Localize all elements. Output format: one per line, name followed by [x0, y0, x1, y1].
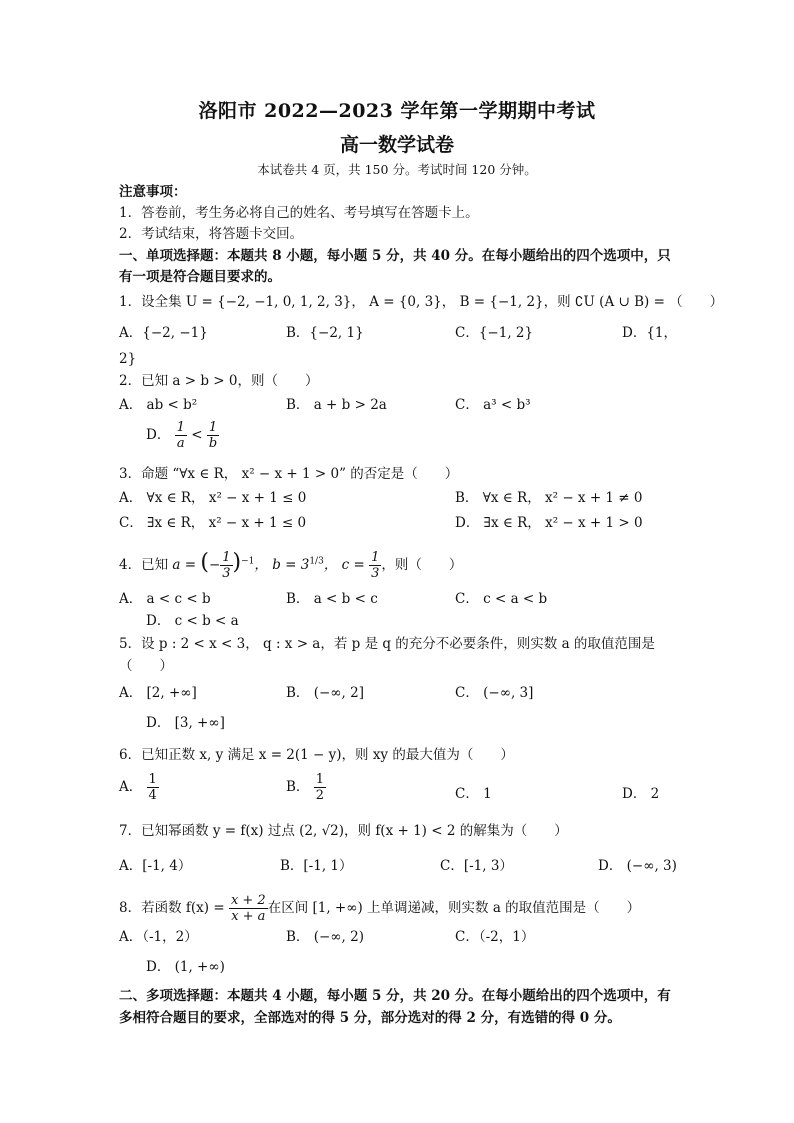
q8-stem-post: 在区间 [1, +∞) 上单调递减，则实数 a 的取值范围是（ ） [267, 900, 641, 916]
q5-stem-cont: （ ） [119, 658, 173, 674]
page-title: 洛阳市 2022—2023 学年第一学期期中考试 [198, 100, 596, 122]
section1-heading-line1: 一、单项选择题：本题共 8 小题，每小题 5 分，共 40 分。在每小题给出的四个选项中，只 [119, 248, 671, 264]
q8-option-b: B． (−∞, 2) [286, 929, 364, 945]
q2-option-a: A． ab < b² [119, 397, 198, 413]
q6-stem: 6．已知正数 x, y 满足 x = 2(1 − y)，则 xy 的最大值为（ ） [119, 747, 514, 763]
q8-option-c: C．（-2，1） [455, 929, 535, 945]
q5-option-d: D． [3, +∞] [146, 715, 225, 731]
q4-option-d: D． c < b < a [146, 613, 239, 629]
q2-option-d: D． $\frac{1}{a}$ < $\frac{1}{b}$ [146, 420, 218, 451]
q1-option-b: B．{−2, 1} [286, 325, 364, 341]
q1-stem: 1．设全集 U = {−2, −1, 0, 1, 2, 3}， A = {0, 3}， B = {−1, 2}，则 ∁U (A ∪ B) = （ ） [119, 294, 724, 310]
q3-option-b: B． ∀x ∈ R， x² − x + 1 ≠ 0 [455, 490, 643, 506]
section2-heading-line1: 二、多项选择题：本题共 4 小题，每小题 5 分，共 20 分。在每小题给出的四个选项中，有 [119, 988, 671, 1004]
q1-option-c: C．{−1, 2} [455, 325, 534, 341]
q4-stem-post: ，则（ ） [381, 557, 463, 573]
q4-option-c: C． c < a < b [455, 591, 548, 607]
q6-option-d: D． 2 [622, 786, 660, 802]
fraction-1-over-a: $\frac{1}{a}$ [176, 420, 185, 451]
q4-stem: 4．已知 a = (− $\frac{1}{3}$ )$^{-1}$， $b = 3^{1/3}$， c = $\frac{1}{3}$ ，则（ ） [119, 550, 463, 581]
q6-option-a-label: A． [119, 779, 143, 795]
q4-stem-pre: 4．已知 [119, 557, 169, 573]
q6-option-b: B． $\frac{1}{2}$ [286, 772, 324, 803]
q1-option-a: A．{−2, −1} [119, 325, 208, 341]
section1-heading-line2: 有一项是符合题目要求的。 [119, 269, 281, 285]
q2-option-b: B． a + b > 2a [286, 397, 387, 413]
notice-item-1: 1．答卷前，考生务必将自己的姓名、考号填写在答题卡上。 [119, 205, 479, 221]
q8-option-a: A．（-1，2） [119, 929, 198, 945]
q4-option-b: B． a < b < c [286, 591, 378, 607]
q5-option-c: C． (−∞, 3] [455, 685, 534, 701]
q6-option-a: A． $\frac{1}{4}$ [119, 772, 157, 803]
q8-option-d: D． (1, +∞) [146, 959, 225, 975]
q8-stem [119, 893, 640, 924]
fraction-1-over-b: $\frac{1}{b}$ [208, 420, 218, 451]
q2-stem: 2．已知 a > b > 0，则（ ） [119, 373, 319, 389]
page-subtitle: 高一数学试卷 [339, 134, 454, 156]
q3-option-d: D． ∃x ∈ R， x² − x + 1 > 0 [455, 515, 643, 531]
q2-option-c: C． a³ < b³ [455, 397, 531, 413]
q7-option-d: D． (−∞, 3) [598, 858, 677, 874]
q5-option-b: B． (−∞, 2] [286, 685, 364, 701]
q4-option-a: A． a < c < b [119, 591, 211, 607]
fraction-function: $\frac{x + 2}{x + a}$ [230, 893, 266, 924]
notice-heading: 注意事项： [119, 184, 187, 200]
q5-option-a: A． [2, +∞] [119, 685, 197, 701]
q6-option-b-label: B． [286, 779, 310, 795]
q7-stem: 7．已知幂函数 y = f(x) 过点 (2, √2)，则 f(x + 1) < 2 的解集为（ ） [119, 823, 568, 839]
notice-item-2: 2．考试结束，将答题卡交回。 [119, 226, 304, 242]
q8-stem-pre: 8．若函数 f(x) = [119, 900, 225, 916]
q5-stem: 5．设 p : 2 < x < 3， q : x > a，若 p 是 q 的充分不必要条件，则实数 a 的取值范围是 [119, 636, 655, 652]
section2-heading-line2: 多相符合题目的要求，全部选对的得 5 分，部分选对的得 2 分，有选错的得 0 分。 [119, 1010, 621, 1026]
q7-option-a: A．[-1, 4） [119, 858, 192, 874]
q1-option-d-cont: 2} [119, 351, 137, 367]
q6-option-c: C． 1 [455, 786, 492, 802]
q3-option-a: A． ∀x ∈ R， x² − x + 1 ≤ 0 [119, 490, 307, 506]
q7-option-c: C．[-1, 3） [440, 858, 513, 874]
q7-option-b: B．[-1, 1） [280, 858, 353, 874]
q1-option-d: D．{1， [622, 325, 678, 341]
q2-option-d-label: D． [146, 427, 171, 443]
exam-info: 本试卷共 4 页，共 150 分。考试时间 120 分钟。 [257, 162, 537, 177]
q3-option-c: C． ∃x ∈ R， x² − x + 1 ≤ 0 [119, 515, 307, 531]
q3-stem: 3．命题 “∀x ∈ R， x² − x + 1 > 0” 的否定是（ ） [119, 466, 459, 482]
